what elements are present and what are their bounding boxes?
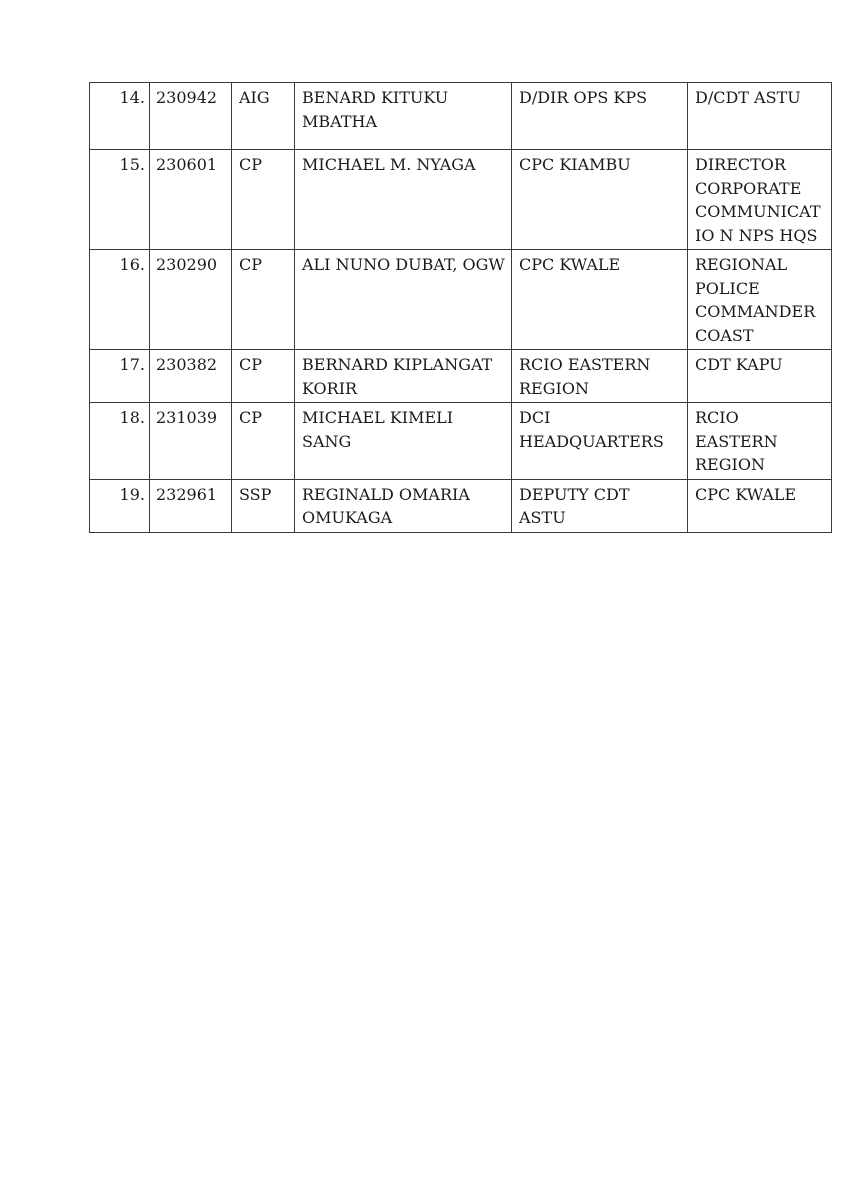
pf-number-cell: 232961 — [150, 479, 232, 532]
new-station-cell: D/CDT ASTU — [688, 83, 832, 150]
row-number-cell: 14. — [90, 83, 150, 150]
new-station-cell: CDT KAPU — [688, 350, 832, 403]
pf-number-cell: 230601 — [150, 150, 232, 250]
name-cell: BENARD KITUKU MBATHA — [295, 83, 512, 150]
new-station-cell: CPC KWALE — [688, 479, 832, 532]
row-number-cell: 19. — [90, 479, 150, 532]
rank-cell: CP — [232, 250, 295, 350]
name-cell: MICHAEL M. NYAGA — [295, 150, 512, 250]
rank-cell: CP — [232, 403, 295, 480]
current-station-cell: D/DIR OPS KPS — [512, 83, 688, 150]
table-row — [90, 403, 832, 480]
rank-cell: SSP — [232, 479, 295, 532]
rank-cell: CP — [232, 150, 295, 250]
name-cell: REGINALD OMARIA OMUKAGA — [295, 479, 512, 532]
name-cell: ALI NUNO DUBAT, OGW — [295, 250, 512, 350]
pf-number-cell: 230382 — [150, 350, 232, 403]
table-row — [90, 350, 832, 403]
name-cell: BERNARD KIPLANGAT KORIR — [295, 350, 512, 403]
current-station-cell: DEPUTY CDT ASTU — [512, 479, 688, 532]
row-number-cell: 16. — [90, 250, 150, 350]
rank-cell: AIG — [232, 83, 295, 150]
transfers-table — [89, 82, 832, 533]
pf-number-cell: 230942 — [150, 83, 232, 150]
current-station-cell: DCI HEADQUARTERS — [512, 403, 688, 480]
current-station-cell: CPC KWALE — [512, 250, 688, 350]
new-station-cell: REGIONAL POLICE COMMANDER COAST — [688, 250, 832, 350]
current-station-cell: RCIO EASTERN REGION — [512, 350, 688, 403]
pf-number-cell: 230290 — [150, 250, 232, 350]
table-row — [90, 479, 832, 532]
table-row — [90, 250, 832, 350]
table-row — [90, 150, 832, 250]
table-row — [90, 83, 832, 150]
row-number-cell: 18. — [90, 403, 150, 480]
row-number-cell: 15. — [90, 150, 150, 250]
pf-number-cell: 231039 — [150, 403, 232, 480]
new-station-cell: RCIO EASTERN REGION — [688, 403, 832, 480]
row-number-cell: 17. — [90, 350, 150, 403]
rank-cell: CP — [232, 350, 295, 403]
new-station-cell: DIRECTOR CORPORATE COMMUNICATIO N NPS HQS — [688, 150, 832, 250]
current-station-cell: CPC KIAMBU — [512, 150, 688, 250]
name-cell: MICHAEL KIMELI SANG — [295, 403, 512, 480]
